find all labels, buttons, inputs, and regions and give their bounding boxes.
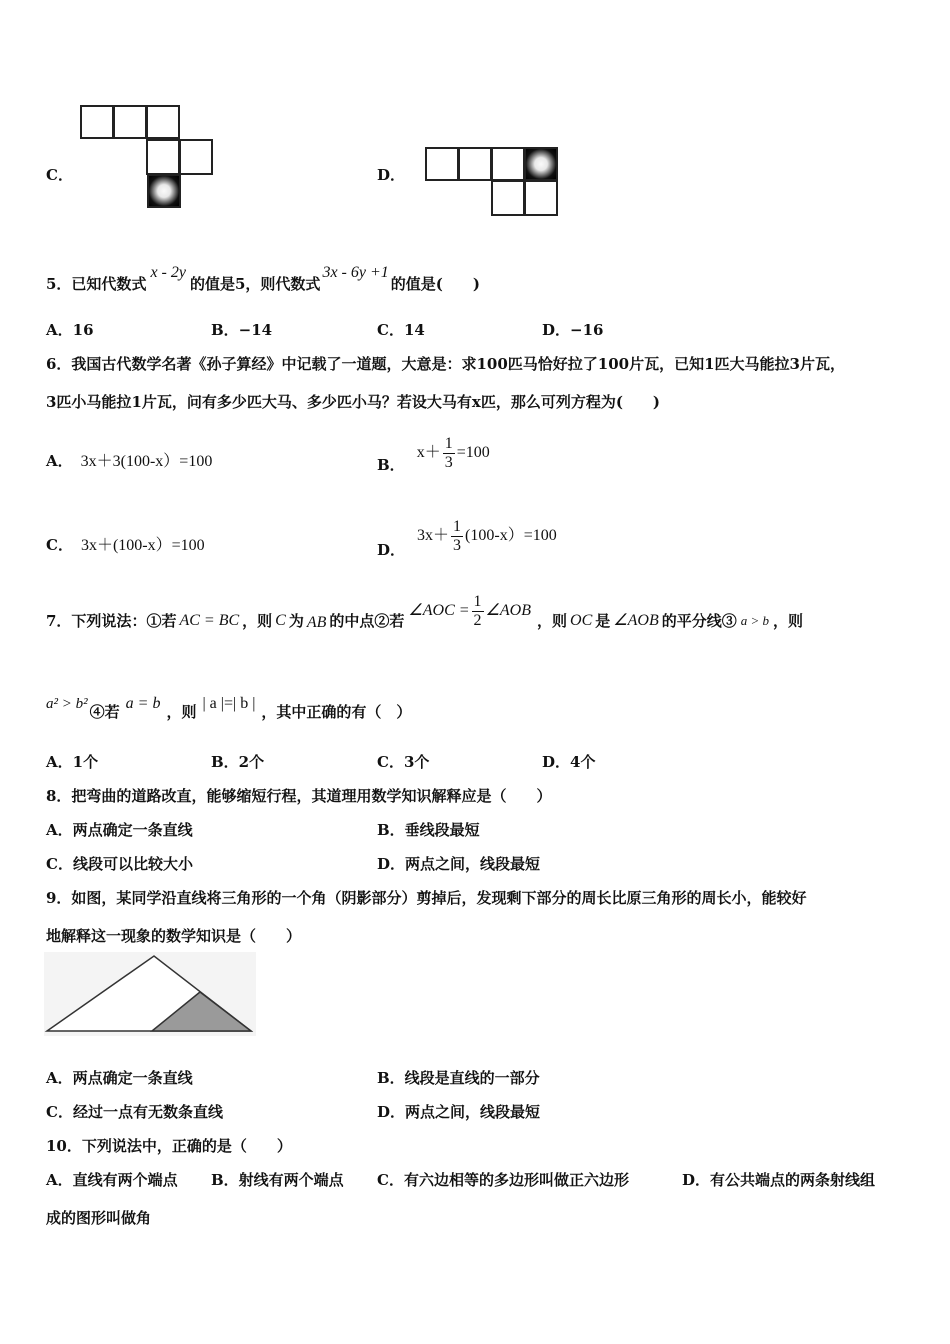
denominator: 3 [453, 536, 462, 554]
q7-text: ④若 [89, 703, 120, 721]
fraction-one-third [451, 518, 463, 555]
fraction-one-third [443, 435, 455, 472]
numerator: 1 [444, 434, 453, 452]
q7-text: ，则 [242, 612, 273, 630]
net-cell [491, 147, 525, 181]
q6-option-a-expr: 3x＋3(100-x）=100 [80, 453, 213, 470]
q7-text: ，则 [166, 703, 197, 721]
q7-text: ，其中正确的有（ ） [261, 703, 412, 721]
shaded-face [147, 174, 181, 208]
q5-option-b: B．−14 [211, 321, 273, 339]
q10-option-d: D．有公共端点的两条射线组 [682, 1171, 876, 1189]
q7-math: ∠AOC = [408, 602, 470, 619]
q7-option-c: C．3个 [377, 753, 430, 771]
q7-math: a² > b² [46, 696, 88, 712]
q7-text: ，则 [537, 612, 568, 630]
q5-option-a: A．16 [46, 321, 94, 339]
q9-stem-line2: 地解释这一现象的数学知识是（ ） [46, 927, 302, 945]
q6-stem-line1: 6．我国古代数学名著《孙子算经》中记载了一道题，大意是：求100匹马恰好拉了100片瓦，已知1匹大马能拉3片瓦， [46, 355, 845, 373]
q6-option-b-post: =100 [456, 444, 490, 461]
q10-stem: 10．下列说法中，正确的是（ ） [46, 1137, 292, 1155]
q10-option-a: A．直线有两个端点 [46, 1171, 178, 1189]
q7-text: 的平分线③ [661, 612, 737, 630]
q6-option-c [46, 535, 205, 556]
q8-option-b: B．垂线段最短 [377, 821, 480, 839]
q7-math: ∠AOB [485, 602, 531, 619]
q8-option-d: D．两点之间，线段最短 [377, 855, 541, 873]
q7-math: C [275, 612, 286, 629]
option-label: A． [46, 452, 73, 470]
q9-option-d: D．两点之间，线段最短 [377, 1103, 541, 1121]
q6-option-b [377, 431, 490, 475]
q7-math: AC = BC [179, 612, 240, 629]
q7-option-a: A．1个 [46, 753, 99, 771]
q6-option-d-pre: 3x＋ [417, 527, 450, 544]
q5-option-c: C．14 [377, 321, 425, 339]
q10-option-c: C．有六边相等的多边形叫做正六边形 [377, 1171, 629, 1189]
q5-text: 的值是5，则代数式 [189, 275, 321, 293]
q9-stem-line1: 9．如图，某同学沿直线将三角形的一个角（阴影部分）剪掉后，发现剩下部分的周长比原三角形的周长小，能较好 [46, 889, 807, 907]
q7-math: AB [306, 614, 327, 631]
q5-text: 5．已知代数式 [46, 275, 147, 293]
q5-option-d: D．−16 [542, 321, 604, 339]
q5-expr1: x - 2y [150, 264, 186, 281]
q7-math: | a |=| b | [202, 695, 256, 712]
q7-text: 的中点②若 [329, 612, 405, 630]
q5-stem [46, 264, 480, 295]
numerator: 1 [453, 517, 462, 535]
net-cell [80, 105, 114, 139]
q9-option-b: B．线段是直线的一部分 [377, 1069, 540, 1087]
q6-option-c-expr: 3x＋(100-x）=100 [80, 537, 205, 554]
q10-option-d-continued: 成的图形叫做角 [46, 1209, 152, 1227]
q8-option-c: C．线段可以比较大小 [46, 855, 193, 873]
q7-text: 是 [595, 612, 611, 630]
q10-option-b: B．射线有两个端点 [211, 1171, 344, 1189]
q7-math: OC [570, 612, 593, 629]
q5-expr2: 3x - 6y +1 [322, 264, 389, 281]
net-cell [458, 147, 492, 181]
net-cell [146, 105, 180, 139]
denominator: 2 [473, 611, 482, 629]
q9-option-a: A．两点确定一条直线 [46, 1069, 193, 1087]
q7-option-b: B．2个 [211, 753, 265, 771]
q7-option-d: D．4个 [542, 753, 596, 771]
option-label: C． [46, 536, 73, 554]
q8-option-a: A．两点确定一条直线 [46, 821, 193, 839]
q4-option-d-label: D． [377, 166, 406, 184]
q5-text: 的值是( ) [390, 275, 480, 293]
q6-option-d [377, 514, 557, 558]
q8-stem: 8．把弯曲的道路改直，能够缩短行程，其道理用数学知识解释应是（ ） [46, 787, 552, 805]
net-cell [491, 180, 525, 216]
q7-text: 7．下列说法：①若 [46, 612, 177, 630]
q9-triangle-figure [44, 952, 256, 1036]
numerator: 1 [473, 592, 482, 610]
fraction-one-half [472, 593, 484, 630]
q6-option-a [46, 451, 212, 472]
q7-stem-line1 [46, 592, 804, 646]
q9-option-c: C．经过一点有无数条直线 [46, 1103, 223, 1121]
net-cell [179, 139, 213, 175]
q7-math: ∠AOB [613, 612, 659, 629]
option-label: B． [377, 456, 405, 474]
q7-stem-line2 [46, 692, 411, 732]
q7-text: ，则 [773, 612, 804, 630]
q7-text: 为 [288, 612, 304, 630]
shaded-face [524, 147, 558, 181]
option-label: D． [377, 541, 406, 559]
q6-stem-line2: 3匹小马能拉1片瓦，问有多少匹大马、多少匹小马？若设大马有x匹，那么可列方程为( ) [46, 393, 661, 411]
q7-angle-relation [408, 593, 531, 630]
q6-option-b-pre: x＋ [416, 444, 441, 461]
net-cell [146, 139, 180, 175]
q4-option-c-label: C． [46, 166, 73, 184]
q6-option-d-post: (100-x）=100 [465, 527, 557, 544]
denominator: 3 [444, 453, 453, 471]
net-cell [113, 105, 147, 139]
net-cell [524, 180, 558, 216]
q7-math: a > b [740, 613, 770, 628]
net-cell [425, 147, 459, 181]
q7-math: a = b [125, 695, 161, 712]
